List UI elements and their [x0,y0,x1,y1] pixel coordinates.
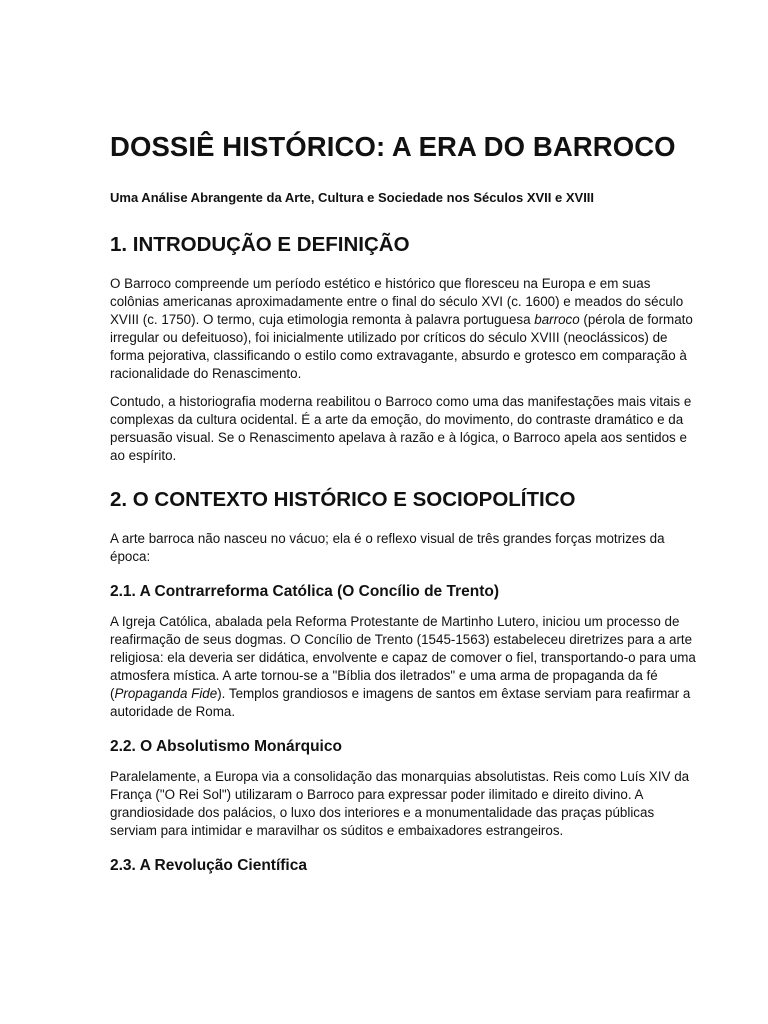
intro-paragraph-1 [110,275,700,383]
document-page [110,128,700,887]
section-context [110,487,700,876]
document-subtitle: Uma Análise Abrangente da Arte, Cultura e Sociedade nos Séculos XVII e XVIII [110,190,595,205]
intro-paragraph-1-italic: barroco [534,312,580,327]
intro-paragraph-1-text-a: O Barroco compreende um período estético e histórico que floresceu na Europa e em suas colônias americanas aproximadamente entre o final do século XVI (c. 1600) e meados do século XVIII (c. 1750). O termo, cuja etimologia remonta à palavra portuguesa [110,276,684,327]
context-intro-paragraph: A arte barroca não nasceu no vácuo; ela é o reflexo visual de três grandes forças motrizes da época: [110,531,665,564]
absolutism-paragraph: Paralelamente, a Europa via a consolidação das monarquias absolutistas. Reis como Luís XIV da França ("O Rei Sol") utilizaram o Barroco para expressar poder ilimitado e direito divino. A grandiosidade dos palácios, o luxo dos interiores e a monumentalidade das praças públicas serviam para intimidar e maravilhar os súditos e embaixadores estrangeiros. [110,769,690,838]
subsection-heading-scientific-revolution: 2.3. A Revolução Científica [110,857,307,874]
counter-reformation-paragraph [110,613,700,721]
section-heading-context: 2. O CONTEXTO HISTÓRICO E SOCIOPOLÍTICO [110,488,576,511]
intro-paragraph-2: Contudo, a historiografia moderna reabilitou o Barroco como uma das manifestações mais vitais e complexas da cultura ocidental. É a arte da emoção, do movimento, do contraste dramático e da persuasão visual. Se o Renascimento apelava à razão e à lógica, o Barroco apela aos sentidos e ao espírito. [110,394,692,463]
counter-reformation-text-b: ). Templos grandiosos e imagens de santos em êxtase serviam para reafirmar a autoridade de Roma. [110,686,691,719]
section-heading-introduction: 1. INTRODUÇÃO E DEFINIÇÃO [110,233,410,256]
counter-reformation-text-a: A Igreja Católica, abalada pela Reforma Protestante de Martinho Lutero, iniciou um processo de reafirmação de seus dogmas. O Concílio de Trento (1545-1563) estabeleceu diretrizes para a arte religiosa: ela deveria ser didática, envolvente e capaz de comover o fiel, transportando-o para uma atmosfera mística. A arte tornou-se a "Bíblia dos iletrados" e uma arma de propaganda da fé ( [110,614,696,701]
subsection-heading-counter-reformation: 2.1. A Contrarreforma Católica (O Concílio de Trento) [110,583,499,600]
subsection-heading-absolutism: 2.2. O Absolutismo Monárquico [110,738,342,755]
intro-paragraph-1-text-b: (pérola de formato irregular ou defeituoso), foi inicialmente utilizado por críticos do século XVIII (neoclássicos) de forma pejorativa, classificando o estilo como extravagante, absurdo e grotesco em comparação à racionalidade do Renascimento. [110,312,693,381]
counter-reformation-italic: Propaganda Fide [114,686,218,701]
document-title: DOSSIÊ HISTÓRICO: A ERA DO BARROCO [110,131,676,162]
section-introduction [110,232,700,465]
